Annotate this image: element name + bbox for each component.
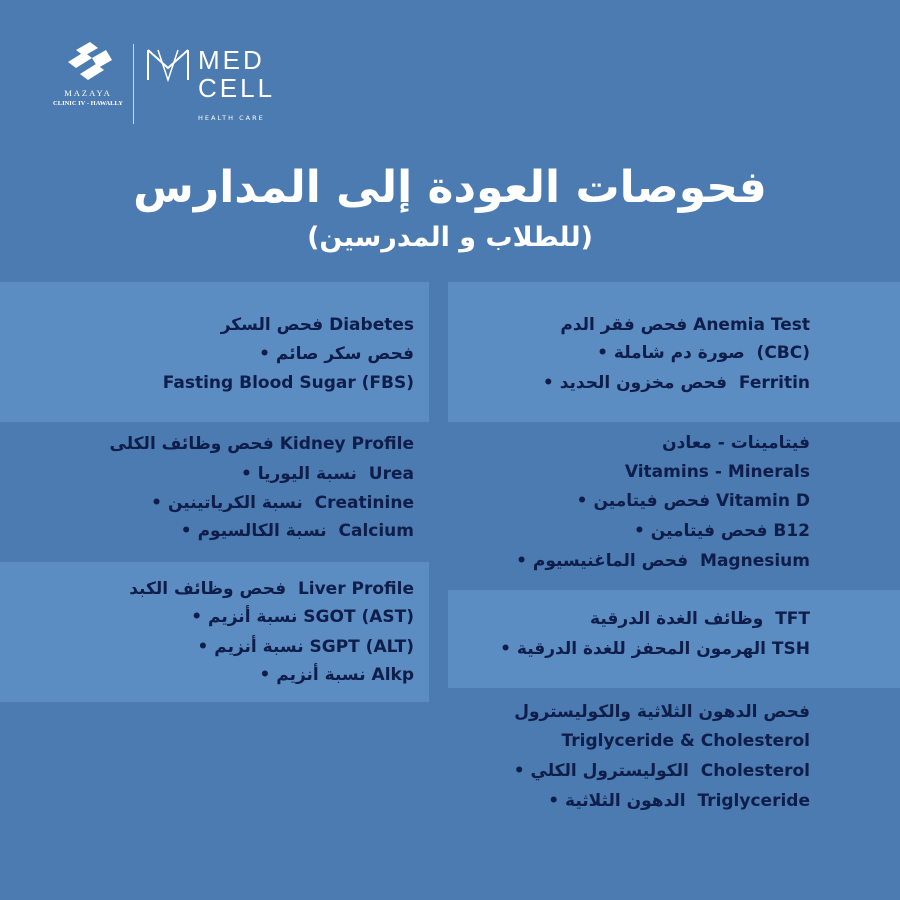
- item-ar: فحص سكر صائم: [275, 344, 414, 364]
- medcell-wordmark: [198, 46, 275, 102]
- item-en: Alkp: [371, 665, 414, 685]
- list-item-alkp: [249, 662, 414, 688]
- item-ar: نسبة الكالسيوم: [197, 521, 327, 541]
- lipids-heading-ar: فحص الدهون الثلاثية والكوليسترول: [514, 702, 810, 722]
- kidney-heading-ar: فحص وظائف الكلى: [109, 434, 274, 454]
- list-item-tsh: [490, 636, 810, 662]
- anemia-heading-ar: فحص فقر الدم: [560, 315, 688, 335]
- list-item-urea: [231, 461, 414, 487]
- list-item-creatinine: [141, 490, 414, 516]
- item-en: Triglyceride: [697, 791, 810, 811]
- page-title: فحوصات العودة إلى المدارس: [133, 162, 767, 213]
- item-en: Calcium: [338, 521, 414, 541]
- mazaya-name: MAZAYA: [64, 88, 112, 98]
- kidney-heading-en: Kidney Profile: [279, 434, 414, 454]
- list-item-fbs: [163, 370, 414, 396]
- vitamins-heading-en-text: Vitamins - Minerals: [624, 462, 810, 482]
- item-ar: نسبة أنزيم: [208, 607, 298, 627]
- lipids-heading-en-text: Triglyceride & Cholesterol: [561, 731, 810, 751]
- list-item-vitamin-d: [567, 488, 810, 514]
- list-item-cholesterol: [504, 758, 810, 784]
- medcell-line1: MED: [198, 45, 265, 75]
- item-en: SGPT (ALT): [309, 637, 414, 657]
- liver-heading: [129, 576, 414, 602]
- page-subtitle: (للطلاب و المدرسين): [307, 222, 593, 253]
- item-en: Cholesterol: [700, 761, 810, 781]
- tft-heading: [590, 606, 810, 632]
- tft-heading-en: TFT: [775, 609, 810, 629]
- item-ar: نسبة الكرياتينين: [167, 493, 303, 513]
- mazaya-subtitle: CLINIC IV - HAWALLY: [53, 100, 123, 107]
- item-ar: نسبة أنزيم: [214, 637, 304, 657]
- liver-heading-ar: فحص وظائف الكبد: [129, 579, 287, 599]
- item-ar: صورة دم شاملة: [613, 343, 745, 363]
- list-item-ferritin: [533, 370, 810, 396]
- item-ar: فحص فيتامين: [650, 521, 768, 541]
- diabetes-heading-en: Diabetes: [329, 315, 414, 335]
- anemia-heading-en: Anemia Test: [693, 315, 810, 335]
- item-en: Fasting Blood Sugar (FBS): [162, 373, 414, 393]
- diabetes-heading-ar: فحص السكر: [220, 315, 324, 335]
- medcell-tagline: HEALTH CARE: [198, 114, 265, 122]
- item-en: B12: [773, 521, 810, 541]
- medcell-line2: CELL: [198, 73, 276, 103]
- kidney-heading: [110, 431, 414, 457]
- item-en: Urea: [368, 464, 414, 484]
- item-ar: الدهون الثلاثية: [565, 791, 686, 811]
- item-en: TSH: [771, 639, 810, 659]
- item-en: Magnesium: [700, 551, 810, 571]
- item-en: SGOT (AST): [303, 607, 414, 627]
- mazaya-logo: [52, 40, 124, 124]
- list-item-cbc: [587, 340, 810, 366]
- list-item-triglyceride: [538, 788, 810, 814]
- anemia-heading: [560, 312, 810, 338]
- item-ar: نسبة اليوريا: [257, 464, 357, 484]
- list-item-fasting-ar: [249, 341, 414, 367]
- medcell-emblem-icon: [146, 48, 190, 82]
- item-en: Ferritin: [738, 373, 810, 393]
- logo-divider: [133, 44, 134, 124]
- tft-heading-ar: وظائف الغدة الدرقية: [590, 609, 764, 629]
- vitamins-heading-en: [625, 459, 810, 485]
- item-ar: الكوليسترول الكلي: [530, 761, 689, 781]
- item-ar: الهرمون المحفز للغدة الدرقية: [516, 639, 766, 659]
- item-ar: فحص الماغنيسيوم: [532, 551, 689, 571]
- medcell-logo: [146, 46, 276, 126]
- item-en: Creatinine: [314, 493, 414, 513]
- item-en: (CBC): [756, 343, 810, 363]
- item-ar: فحص مخزون الحديد: [559, 373, 728, 393]
- diabetes-heading: [221, 312, 414, 338]
- item-en: Vitamin D: [716, 491, 810, 511]
- list-item-sgot: [181, 604, 414, 630]
- liver-heading-en: Liver Profile: [297, 579, 414, 599]
- list-item-calcium: [171, 518, 414, 544]
- vitamins-heading-ar: فيتامينات - معادن: [662, 433, 810, 453]
- list-item-b12: [624, 518, 810, 544]
- list-item-sgpt: [187, 634, 414, 660]
- item-ar: نسبة أنزيم: [276, 665, 366, 685]
- list-item-magnesium: [506, 548, 810, 574]
- mazaya-diamond-icon: [62, 40, 114, 86]
- item-ar: فحص فيتامين: [593, 491, 711, 511]
- lipids-heading-en: [562, 728, 810, 754]
